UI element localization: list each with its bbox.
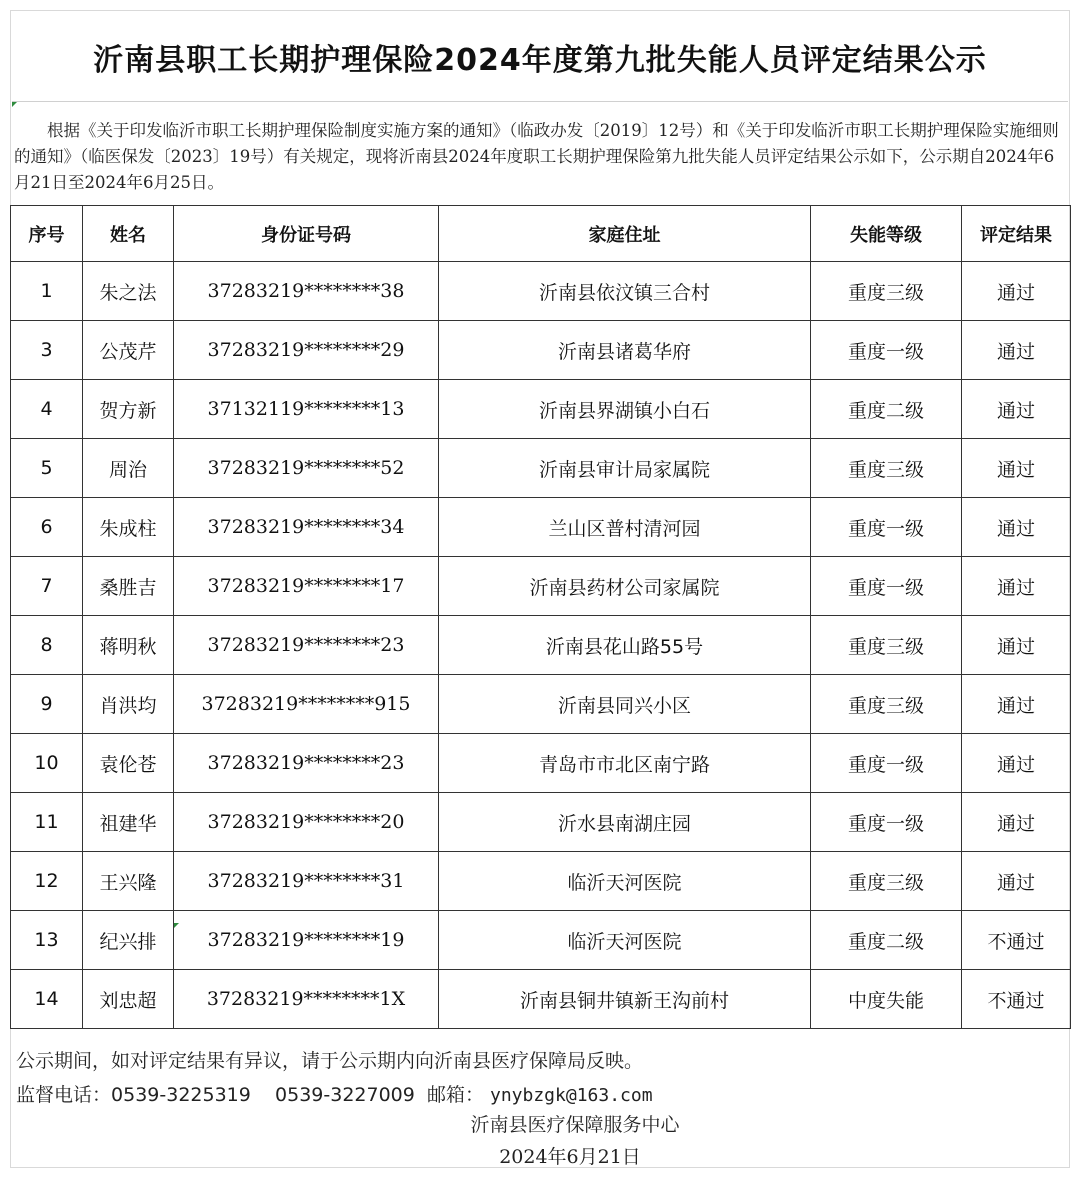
header-result: 评定结果 [962,206,1071,262]
table-header-row [11,206,1071,262]
cell-id: 37283219********38 [174,262,439,321]
cell-address: 沂南县界湖镇小白石 [439,380,811,439]
cell-address: 临沂天河医院 [439,852,811,911]
table-row [11,439,1071,498]
cell-level: 重度三级 [811,262,962,321]
table-row [11,911,1071,970]
cell-level: 重度一级 [811,557,962,616]
email-address: ynybzgk@163.com [490,1085,653,1106]
cell-name: 袁伦苍 [83,734,174,793]
table-row [11,970,1071,1029]
table-row [11,380,1071,439]
cell-level: 重度三级 [811,439,962,498]
cell-id: 37283219********17 [174,557,439,616]
header-level: 失能等级 [811,206,962,262]
cell-id: 37283219********23 [174,734,439,793]
phone-label: 监督电话： [16,1084,112,1106]
cell-level: 重度二级 [811,380,962,439]
table-row [11,321,1071,380]
intro-text: 根据《关于印发临沂市职工长期护理保险制度实施方案的通知》（临政办发〔2019〕12号）和《关于印发临沂市职工长期护理保险实施细则的通知》（临医保发〔2023〕19号）有关规定，现将沂南县2024年度职工长期护理保险第九批失能人员评定结果公示如下，公示期自2024年6月21日至2024年6月25日。 [14,121,1059,192]
notice-text: 公示期间，如对评定结果有异议，请于公示期内向沂南县医疗保障局反映。 [16,1050,644,1072]
cell-no: 14 [11,970,83,1029]
contact-line [16,1078,1066,1112]
cell-name: 朱之法 [83,262,174,321]
green-cell-mark [174,923,179,928]
cell-no: 7 [11,557,83,616]
issue-date: 2024年6月21日 [499,1146,641,1168]
cell-address: 沂南县审计局家属院 [439,439,811,498]
cell-name: 周治 [83,439,174,498]
cell-level: 重度一级 [811,793,962,852]
cell-result: 通过 [962,498,1071,557]
cell-result: 通过 [962,734,1071,793]
table-row [11,498,1071,557]
green-corner-mark [12,102,17,107]
cell-name: 贺方新 [83,380,174,439]
cell-level: 重度二级 [811,911,962,970]
cell-level: 重度三级 [811,616,962,675]
cell-result: 不通过 [962,911,1071,970]
cell-id: 37283219********19 [174,911,439,970]
cell-no: 13 [11,911,83,970]
cell-name: 纪兴排 [83,911,174,970]
email-label: 邮箱： [426,1084,484,1106]
cell-name: 祖建华 [83,793,174,852]
cell-id: 37283219********23 [174,616,439,675]
cell-level: 重度一级 [811,498,962,557]
cell-result: 通过 [962,793,1071,852]
cell-id: 37283219********52 [174,439,439,498]
header-no: 序号 [11,206,83,262]
cell-result: 通过 [962,439,1071,498]
table-row [11,734,1071,793]
footer [16,1044,1066,1112]
cell-result: 通过 [962,557,1071,616]
cell-id: 37283219********31 [174,852,439,911]
cell-name: 蒋明秋 [83,616,174,675]
cell-id: 37283219********20 [174,793,439,852]
issuing-organization: 沂南县医疗保障服务中心 [470,1114,680,1136]
cell-address: 沂南县同兴小区 [439,675,811,734]
page-title: 沂南县职工长期护理保险2024年度第九批失能人员评定结果公示 [93,42,987,78]
cell-no: 5 [11,439,83,498]
cell-name: 桑胜吉 [83,557,174,616]
cell-no: 9 [11,675,83,734]
cell-no: 1 [11,262,83,321]
table-row [11,616,1071,675]
cell-name: 刘忠超 [83,970,174,1029]
cell-id: 37283219********29 [174,321,439,380]
phone-number-1: 0539-3225319 [111,1084,251,1106]
table-row [11,675,1071,734]
cell-id: 37132119********13 [174,380,439,439]
cell-name: 公茂芹 [83,321,174,380]
cell-address: 沂南县依汶镇三合村 [439,262,811,321]
cell-level: 重度三级 [811,852,962,911]
cell-address: 沂南县诸葛华府 [439,321,811,380]
header-name: 姓名 [83,206,174,262]
header-id: 身份证号码 [174,206,439,262]
header-address: 家庭住址 [439,206,811,262]
cell-result: 通过 [962,675,1071,734]
cell-level: 中度失能 [811,970,962,1029]
intro-paragraph [14,118,1066,196]
cell-id: 37283219********1X [174,970,439,1029]
cell-name: 王兴隆 [83,852,174,911]
cell-address: 沂南县铜井镇新王沟前村 [439,970,811,1029]
cell-no: 4 [11,380,83,439]
cell-address: 沂水县南湖庄园 [439,793,811,852]
cell-address: 临沂天河医院 [439,911,811,970]
cell-id: 37283219********34 [174,498,439,557]
cell-address: 沂南县药材公司家属院 [439,557,811,616]
cell-address: 兰山区普村清河园 [439,498,811,557]
cell-level: 重度一级 [811,321,962,380]
cell-no: 12 [11,852,83,911]
cell-result: 不通过 [962,970,1071,1029]
cell-no: 6 [11,498,83,557]
cell-result: 通过 [962,321,1071,380]
cell-result: 通过 [962,380,1071,439]
cell-no: 10 [11,734,83,793]
table-row [11,262,1071,321]
title-box [12,12,1068,102]
cell-name: 朱成柱 [83,498,174,557]
cell-no: 11 [11,793,83,852]
cell-no: 3 [11,321,83,380]
cell-address: 沂南县花山路55号 [439,616,811,675]
cell-id: 37283219********915 [174,675,439,734]
table-row [11,793,1071,852]
table-row [11,557,1071,616]
results-table [10,205,1071,1029]
cell-address: 青岛市市北区南宁路 [439,734,811,793]
cell-name: 肖洪均 [83,675,174,734]
cell-level: 重度三级 [811,675,962,734]
cell-no: 8 [11,616,83,675]
phone-number-2: 0539-3227009 [275,1084,415,1106]
table-row [11,852,1071,911]
cell-level: 重度一级 [811,734,962,793]
cell-result: 通过 [962,852,1071,911]
cell-result: 通过 [962,616,1071,675]
cell-result: 通过 [962,262,1071,321]
